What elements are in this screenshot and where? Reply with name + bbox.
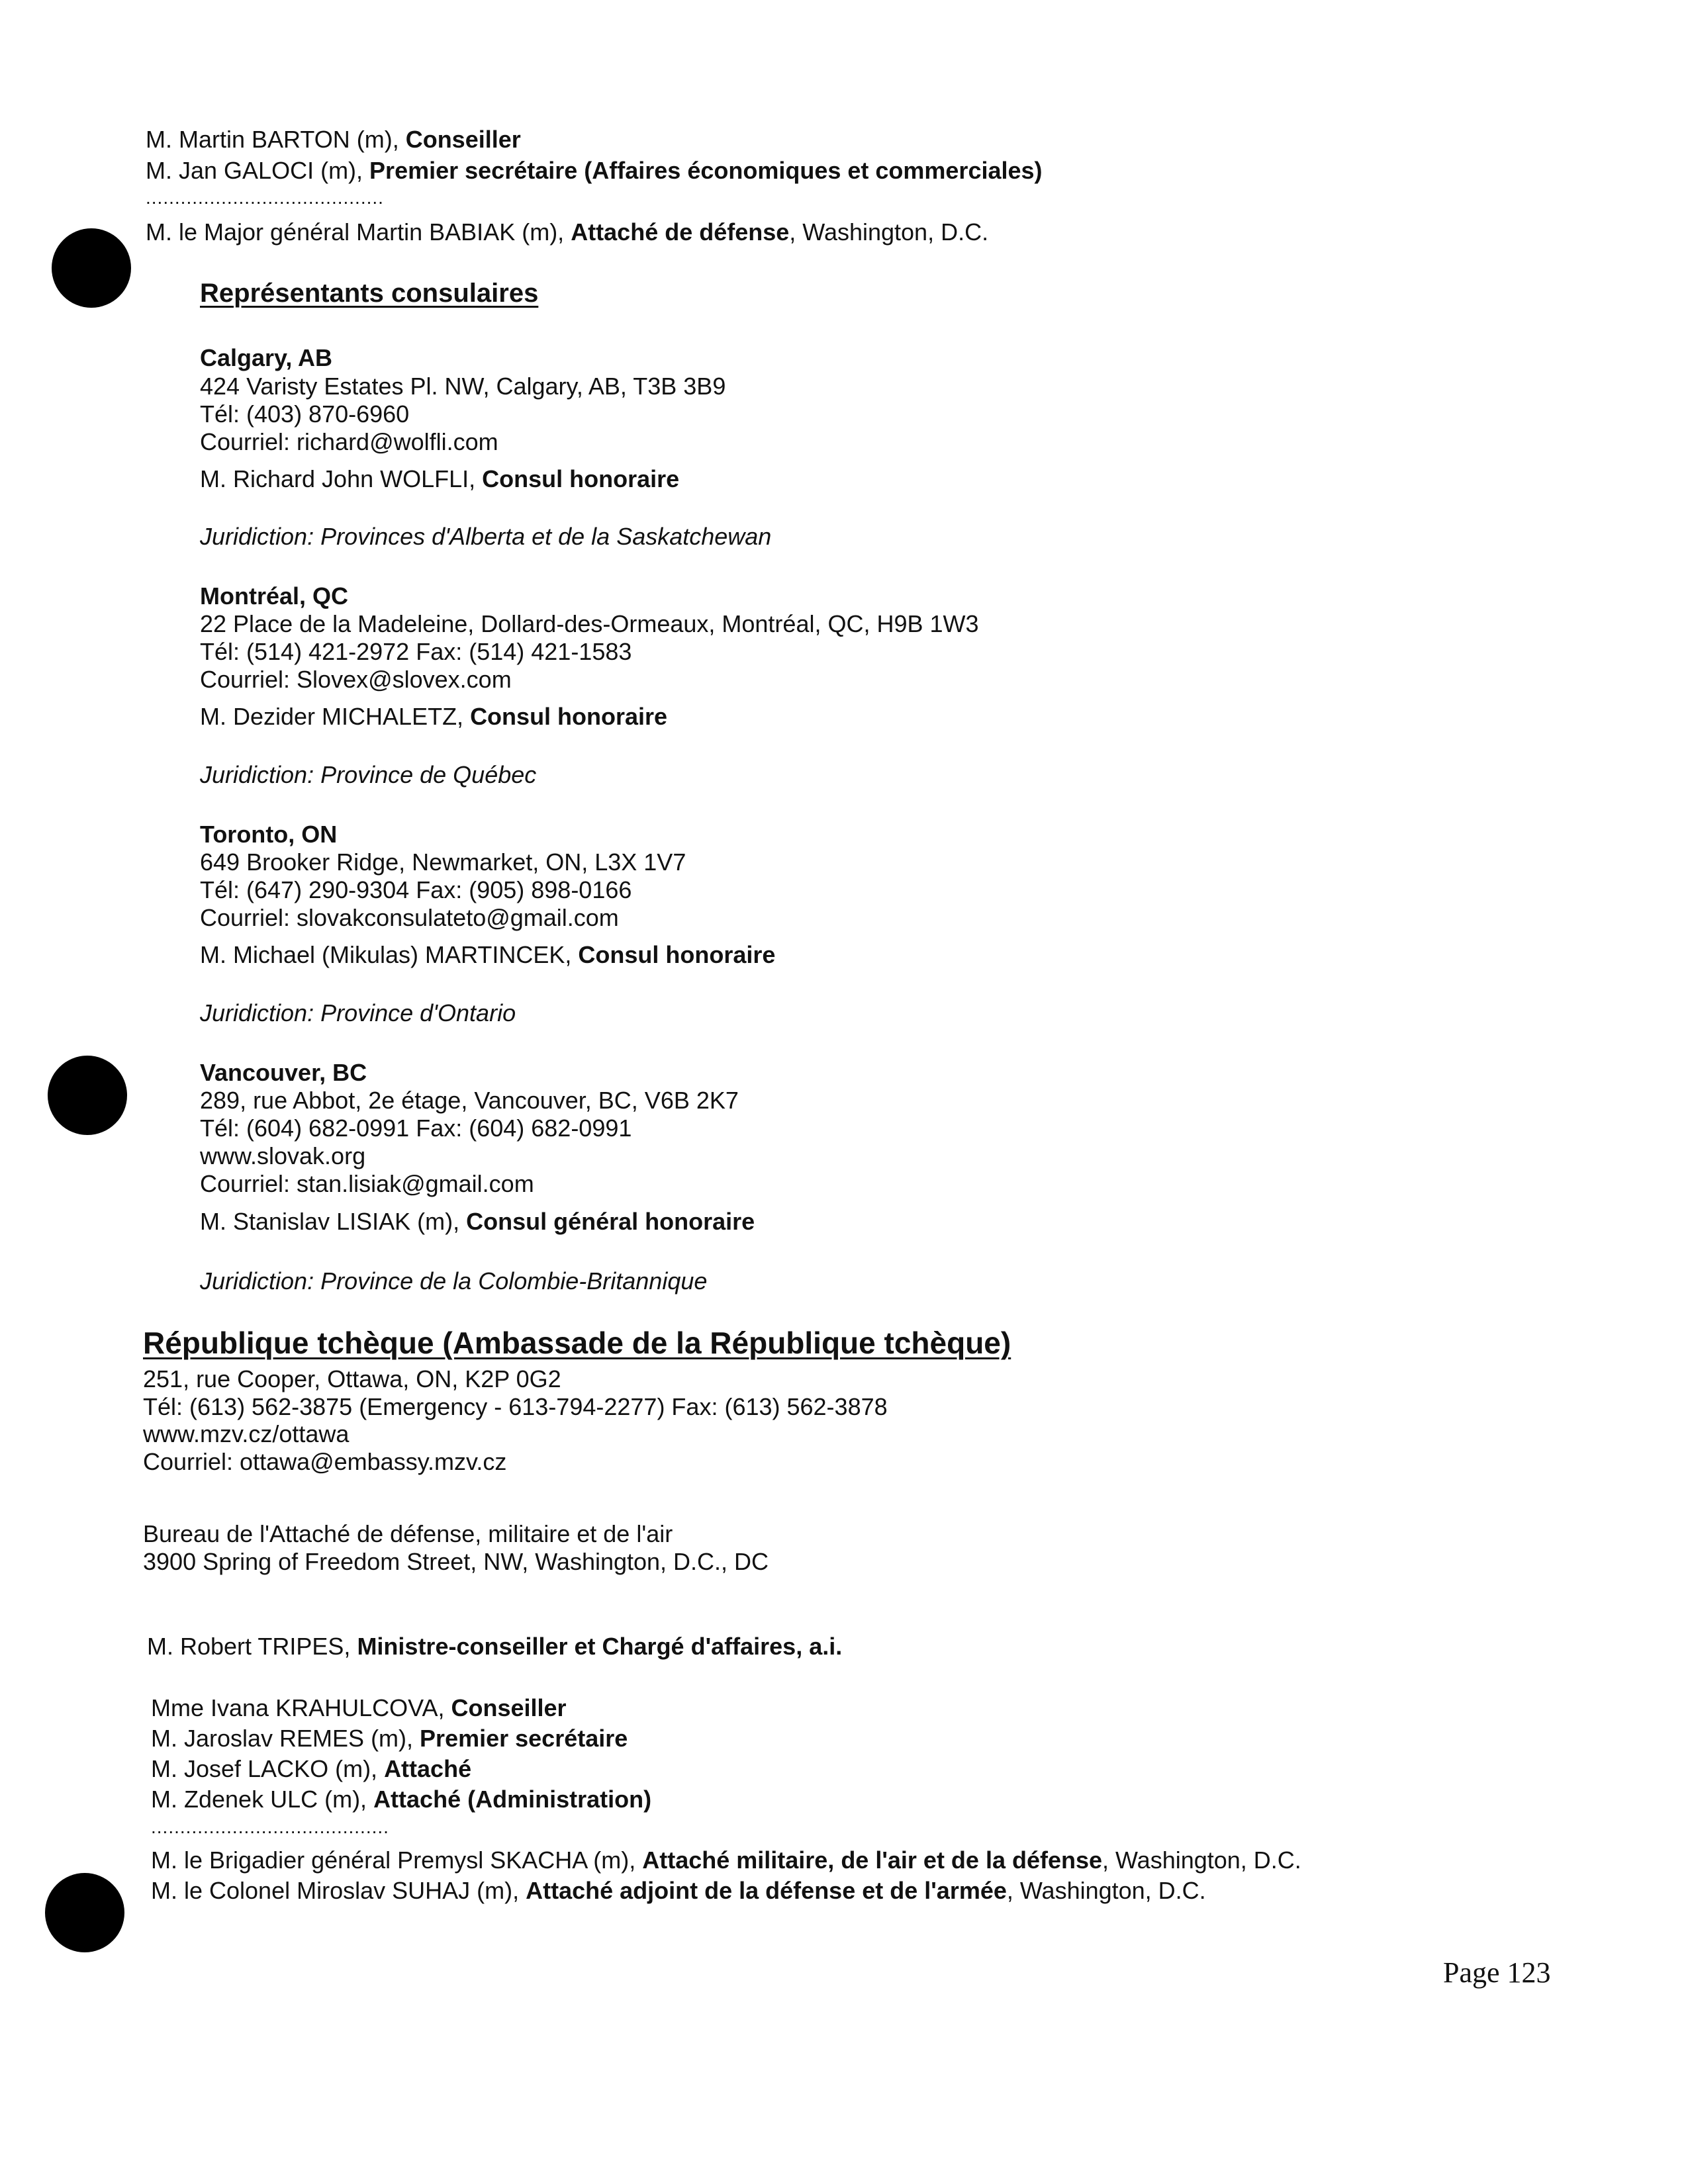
consular-heading: Représentants consulaires [200,279,539,308]
consulate-city: Calgary, AB [200,344,333,371]
diplomat-name: M. Martin BARTON (m), [146,126,406,153]
embassy-web: www.mzv.cz/ottawa [143,1420,350,1447]
consulate-phone: Tél: (514) 421-2972 Fax: (514) 421-1583 [200,638,632,665]
consul-name: M. Michael (Mikulas) MARTINCEK, [200,941,579,968]
consulate-phone: Tél: (403) 870-6960 [200,400,410,428]
consul-role: Consul général honoraire [466,1208,755,1235]
consul-name: M. Stanislav LISIAK (m), [200,1208,467,1235]
embassy-address: 251, rue Cooper, Ottawa, ON, K2P 0G2 [143,1365,561,1392]
consulate-email: Courriel: slovakconsulateto@gmail.com [200,904,619,931]
punch-hole [48,1056,127,1135]
staff-entry [151,1725,628,1752]
consulate-address: 424 Varisty Estates Pl. NW, Calgary, AB, T3B 3B9 [200,373,726,400]
staff-title: Premier secrétaire [420,1725,628,1752]
attache-location: , Washington, D.C. [1102,1846,1301,1874]
diplomat-entry [146,126,521,153]
jurisdiction: Juridiction: Province de la Colombie-Britannique [200,1267,708,1295]
bureau-name: Bureau de l'Attaché de défense, militaire et de l'air [143,1520,673,1547]
diplomat-title: Conseiller [405,126,521,153]
attache-location: , Washington, D.C. [1006,1877,1206,1904]
staff-name: M. Josef LACKO (m), [151,1755,385,1782]
consulate-email: Courriel: richard@wolfli.com [200,428,498,455]
chief-entry [147,1633,842,1660]
attache-location: , Washington, D.C. [789,218,989,246]
attache-entry [146,218,988,246]
consulate-phone: Tél: (604) 682-0991 Fax: (604) 682-0991 [200,1115,632,1142]
punch-hole [52,228,131,308]
staff-title: Attaché [384,1755,472,1782]
separator-dots: ......................................... [151,1817,389,1837]
consulate-address: 289, rue Abbot, 2e étage, Vancouver, BC, V6B 2K7 [200,1087,739,1114]
consulate-email: Courriel: stan.lisiak@gmail.com [200,1170,534,1197]
attache-name: M. le Brigadier général Premysl SKACHA (m), [151,1846,643,1874]
consul-entry [200,703,667,730]
consul-entry [200,941,775,968]
staff-name: Mme Ivana KRAHULCOVA, [151,1694,451,1721]
consul-role: Consul honoraire [482,465,680,492]
attache-name: M. le Major général Martin BABIAK (m), [146,218,571,246]
attache-title: Attaché militaire, de l'air et de la défense [642,1846,1103,1874]
attache-name: M. le Colonel Miroslav SUHAJ (m), [151,1877,526,1904]
staff-entry [151,1694,567,1721]
diplomat-name: M. Jan GALOCI (m), [146,157,370,184]
consul-name: M. Dezider MICHALETZ, [200,703,471,730]
consulate-web: www.slovak.org [200,1142,366,1169]
diplomat-title: Premier secrétaire (Affaires économiques et commerciales) [369,157,1043,184]
consulate-phone: Tél: (647) 290-9304 Fax: (905) 898-0166 [200,876,632,903]
consul-role: Consul honoraire [470,703,668,730]
staff-entry [151,1786,651,1813]
consulate-city: Toronto, ON [200,821,338,848]
consulate-city: Montréal, QC [200,582,349,610]
consul-name: M. Richard John WOLFLI, [200,465,483,492]
consul-entry [200,1208,755,1235]
punch-hole [45,1873,124,1952]
attache-title: Attaché de défense [571,218,790,246]
jurisdiction: Juridiction: Province d'Ontario [200,999,516,1026]
consul-entry [200,465,679,492]
staff-name: M. Jaroslav REMES (m), [151,1725,420,1752]
consulate-email: Courriel: Slovex@slovex.com [200,666,512,693]
bureau-address: 3900 Spring of Freedom Street, NW, Washington, D.C., DC [143,1548,769,1575]
staff-title: Conseiller [451,1694,567,1721]
attache-title: Attaché adjoint de la défense et de l'armée [526,1877,1007,1904]
separator-dots: ......................................... [146,187,384,208]
staff-title: Attaché (Administration) [373,1786,652,1813]
attache-entry [151,1877,1206,1904]
embassy-phone: Tél: (613) 562-3875 (Emergency - 613-794-2277) Fax: (613) 562-3878 [143,1393,888,1420]
staff-entry [151,1755,471,1782]
chief-title: Ministre-conseiller et Chargé d'affaires, a.i. [357,1633,843,1660]
jurisdiction: Juridiction: Provinces d'Alberta et de la Saskatchewan [200,523,772,550]
page-number: Page 123 [1443,1956,1551,1989]
diplomat-entry [146,157,1043,184]
embassy-email: Courriel: ottawa@embassy.mzv.cz [143,1448,507,1475]
consulate-address: 22 Place de la Madeleine, Dollard-des-Ormeaux, Montréal, QC, H9B 1W3 [200,610,979,637]
attache-entry [151,1846,1301,1874]
staff-name: M. Zdenek ULC (m), [151,1786,374,1813]
consul-role: Consul honoraire [578,941,776,968]
country-heading: République tchèque (Ambassade de la République tchèque) [143,1326,1011,1360]
chief-name: M. Robert TRIPES, [147,1633,357,1660]
jurisdiction: Juridiction: Province de Québec [200,761,537,788]
consulate-city: Vancouver, BC [200,1059,367,1086]
consulate-address: 649 Brooker Ridge, Newmarket, ON, L3X 1V7 [200,848,686,876]
